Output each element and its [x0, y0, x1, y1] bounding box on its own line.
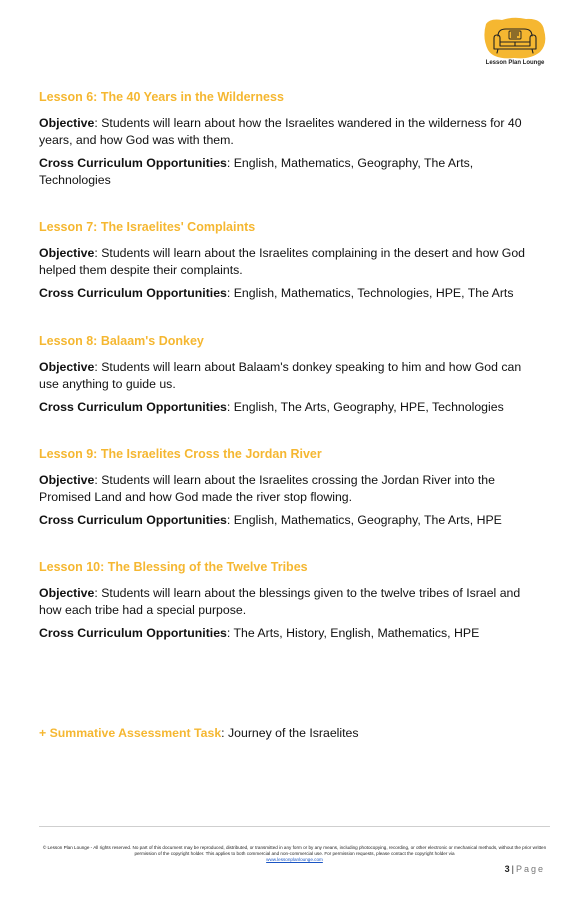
objective-label: Objective — [39, 360, 95, 374]
objective-text: : Students will learn about how the Israelites wandered in the wilderness for 40 years, and how God was with them. — [39, 116, 522, 147]
lesson-title: Lesson 7: The Israelites' Complaints — [39, 220, 256, 234]
sofa-logo-icon — [480, 16, 550, 62]
cross-curriculum-text: : English, Mathematics, Geography, The Arts, HPE — [226, 513, 502, 527]
objective-text: : Students will learn about the Israelites crossing the Jordan River into the Promised Land and how God made the river stop flowing. — [39, 473, 495, 504]
lesson-title: Lesson 8: Balaam's Donkey — [39, 334, 204, 348]
copyright-text: © Lesson Plan Lounge - All rights reserved. No part of this document may be reproduced, distributed, or transmitted in any form or by any means, including photocopying, recording, or other electronic or mechanical methods, without the prior written permission of the copyright holder. This applies to both commercial and non-commercial use. For permission requests, please contact the copyright holder via — [42, 845, 547, 857]
cross-curriculum-text: : English, Mathematics, Geography, The Arts, Technologies — [39, 156, 474, 187]
lesson-10 — [39, 559, 539, 642]
lesson-objective — [39, 359, 539, 393]
page-number-separator: | — [511, 864, 514, 874]
lesson-title: Lesson 9: The Israelites Cross the Jordan River — [39, 447, 322, 461]
objective-text: : Students will learn about Balaam's donkey speaking to him and how God can use anything to guide us. — [39, 360, 522, 391]
lesson-7 — [39, 219, 539, 302]
lesson-cross-curriculum — [39, 512, 539, 529]
lesson-cross-curriculum — [39, 399, 539, 416]
lesson-plan-lounge-logo — [480, 16, 550, 76]
lesson-title: Lesson 10: The Blessing of the Twelve Tribes — [39, 560, 308, 574]
objective-text: : Students will learn about the Israelites complaining in the desert and how God helped them despite their complaints. — [39, 246, 526, 277]
objective-label: Objective — [39, 473, 95, 487]
lesson-objective — [39, 245, 539, 279]
footer-copyright — [42, 845, 547, 864]
lesson-objective — [39, 472, 539, 506]
cross-curriculum-label: Cross Curriculum Opportunities — [39, 156, 227, 170]
lesson-title: Lesson 6: The 40 Years in the Wilderness — [39, 90, 284, 104]
cross-curriculum-text: : English, Mathematics, Technologies, HPE, The Arts — [226, 286, 514, 300]
footer-divider — [39, 826, 550, 827]
page-label: Page — [515, 864, 545, 874]
objective-label: Objective — [39, 246, 95, 260]
page-number-value: 3 — [504, 864, 510, 874]
cross-curriculum-label: Cross Curriculum Opportunities — [39, 513, 227, 527]
lesson-9 — [39, 446, 539, 529]
lesson-8 — [39, 333, 539, 416]
page-number — [505, 864, 545, 874]
objective-label: Objective — [39, 116, 95, 130]
logo-wordmark: Lesson Plan Lounge — [485, 60, 545, 66]
summative-text: : Journey of the Israelites — [221, 726, 359, 740]
cross-curriculum-label: Cross Curriculum Opportunities — [39, 400, 227, 414]
objective-text: : Students will learn about the blessings given to the twelve tribes of Israel and how each tribe had a special purpose. — [39, 586, 521, 617]
lesson-cross-curriculum — [39, 285, 539, 302]
cross-curriculum-text: : English, The Arts, Geography, HPE, Technologies — [226, 400, 504, 414]
cross-curriculum-label: Cross Curriculum Opportunities — [39, 626, 227, 640]
lesson-6 — [39, 89, 539, 189]
website-link[interactable]: www.lessonplanlounge.com — [266, 857, 323, 863]
summative-assessment — [39, 725, 359, 741]
cross-curriculum-label: Cross Curriculum Opportunities — [39, 286, 227, 300]
lesson-objective — [39, 585, 539, 619]
objective-label: Objective — [39, 586, 95, 600]
lesson-objective — [39, 115, 539, 149]
cross-curriculum-text: : The Arts, History, English, Mathematics, HPE — [226, 626, 480, 640]
lesson-list — [39, 89, 539, 648]
summative-label: + Summative Assessment Task — [39, 726, 222, 740]
lesson-cross-curriculum — [39, 155, 539, 189]
lesson-cross-curriculum — [39, 625, 539, 642]
